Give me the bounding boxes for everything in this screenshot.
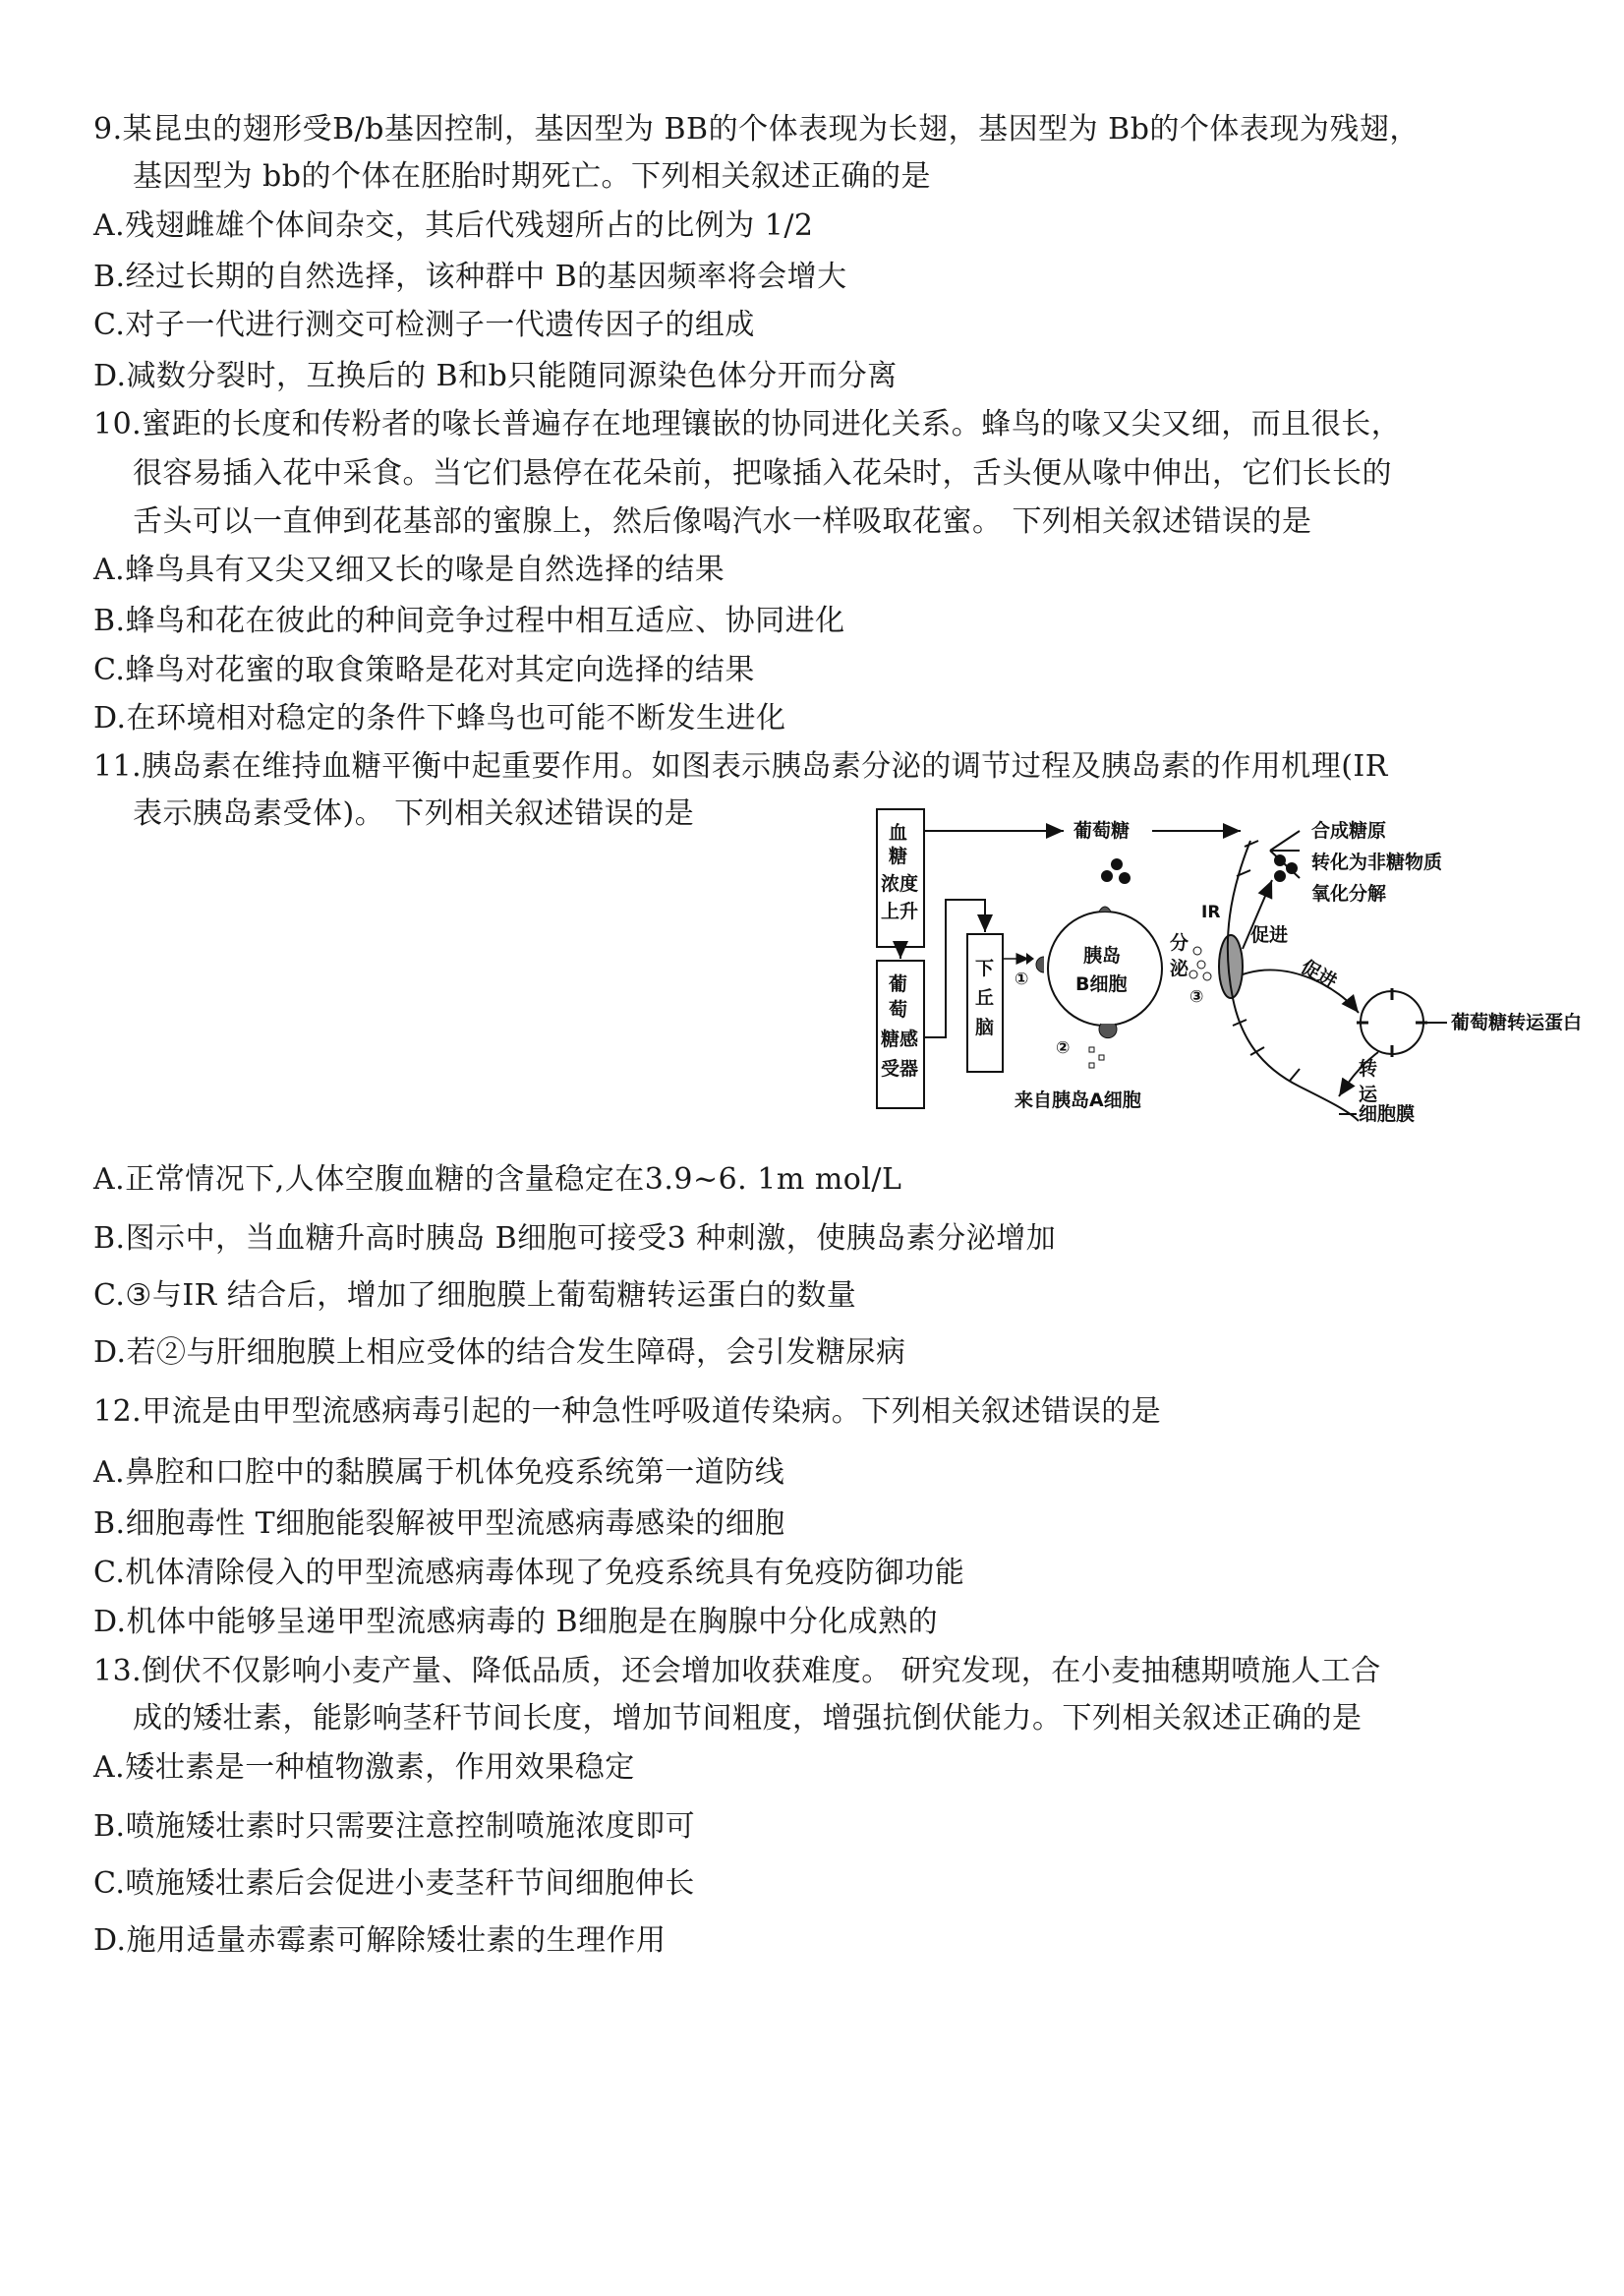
q11-option-c: C.③与IR 结合后，增加了细胞膜上葡萄糖转运蛋白的数量 [93, 1278, 857, 1313]
blood-sugar-label-4: 上升 [881, 901, 919, 922]
q9-option-d: D.减数分裂时，互换后的 B和b只能随同源染色体分开而分离 [93, 359, 898, 393]
ir-label: IR [1201, 903, 1221, 922]
cell-label-2: B细胞 [1075, 973, 1128, 995]
promote-label-2: 促进 [1297, 956, 1341, 994]
q10-option-d: D.在环境相对稳定的条件下蜂鸟也可能不断发生进化 [93, 701, 786, 736]
q9-option-a: A.残翅雌雄个体间杂交，其后代残翅所占的比例为 1/2 [93, 208, 814, 243]
q9-stem-line-2: 基因型为 bb的个体在胚胎时期死亡。下列相关叙述正确的是 [133, 159, 931, 194]
q10-stem-line-2: 很容易插入花中采食。当它们悬停在花朵前，把喙插入花朵时，舌头便从喙中伸出，它们长长的 [133, 456, 1392, 491]
marker-circle-2: ② [1056, 1038, 1071, 1058]
receptor-label-2: 萄 [889, 999, 908, 1021]
receptor-label-4: 受器 [881, 1058, 919, 1080]
blood-sugar-label-2: 糖 [889, 846, 908, 867]
q11-option-a: A.正常情况下,人体空腹血糖的含量稳定在3.9~6. 1m mol/L [93, 1162, 902, 1197]
hypothalamus-label-2: 丘 [975, 987, 995, 1009]
receptor-label-1: 葡 [889, 973, 908, 995]
secrete-label-2: 泌 [1170, 958, 1189, 979]
cell-label-1: 胰岛 [1083, 945, 1122, 967]
q13-stem-line-2: 成的矮壮素，能影响茎秆节间长度，增加节间粗度，增强抗倒伏能力。下列相关叙述正确的是 [133, 1701, 1363, 1736]
transporter-label: 葡萄糖转运蛋白 [1451, 1012, 1583, 1033]
promote-label-1: 促进 [1250, 924, 1289, 946]
hypothalamus-label-1: 下 [975, 958, 995, 979]
membrane-label: 细胞膜 [1359, 1103, 1416, 1125]
insulin-regulation-figure [867, 801, 1583, 1125]
marker-circle-3: ③ [1189, 987, 1204, 1007]
secrete-label-1: 分 [1170, 932, 1189, 954]
outcome-glycogen: 合成糖原 [1311, 820, 1387, 842]
outcome-oxidation: 氧化分解 [1311, 883, 1387, 905]
q13-option-d: D.施用适量赤霉素可解除矮壮素的生理作用 [93, 1923, 667, 1958]
from-islet-a-label: 来自胰岛A细胞 [1015, 1089, 1141, 1111]
q13-stem-line-1: 13.倒伏不仅影响小麦产量、降低品质，还会增加收获难度。 研究发现，在小麦抽穗期喷施人工合 [93, 1654, 1381, 1688]
q10-option-b: B.蜂鸟和花在彼此的种间竞争过程中相互适应、协同进化 [93, 604, 845, 638]
q9-option-b: B.经过长期的自然选择，该种群中 B的基因频率将会增大 [93, 260, 847, 294]
q12-stem: 12.甲流是由甲型流感病毒引起的一种急性呼吸道传染病。下列相关叙述错误的是 [93, 1394, 1162, 1429]
q13-option-b: B.喷施矮壮素时只需要注意控制喷施浓度即可 [93, 1809, 696, 1844]
q10-stem-line-3: 舌头可以一直伸到花基部的蜜腺上，然后像喝汽水一样吸取花蜜。 下列相关叙述错误的是 [133, 504, 1312, 539]
q10-option-a: A.蜂鸟具有又尖又细又长的喙是自然选择的结果 [93, 553, 725, 587]
outcome-non-sugar: 转化为非糖物质 [1311, 852, 1443, 873]
transport-label-2: 运 [1359, 1084, 1378, 1105]
q13-option-c: C.喷施矮壮素后会促进小麦茎秆节间细胞伸长 [93, 1866, 695, 1901]
q12-option-b: B.细胞毒性 T细胞能裂解被甲型流感病毒感染的细胞 [93, 1506, 785, 1541]
q10-option-c: C.蜂鸟对花蜜的取食策略是花对其定向选择的结果 [93, 653, 755, 687]
q12-option-a: A.鼻腔和口腔中的黏膜属于机体免疫系统第一道防线 [93, 1455, 785, 1490]
q13-option-a: A.矮壮素是一种植物激素，作用效果稳定 [93, 1750, 635, 1785]
hypothalamus-label-3: 脑 [975, 1017, 995, 1038]
transporter-vesicle [1361, 991, 1423, 1054]
receptor-label-3: 糖感 [881, 1029, 919, 1050]
q12-option-d: D.机体中能够呈递甲型流感病毒的 B细胞是在胸腺中分化成熟的 [93, 1605, 939, 1639]
blood-sugar-label-1: 血 [889, 822, 908, 844]
q11-stem-line-1: 11.胰岛素在维持血糖平衡中起重要作用。如图表示胰岛素分泌的调节过程及胰岛素的作用机理(IR [93, 749, 1388, 784]
islet-b-cell [1048, 912, 1162, 1026]
q11-option-d: D.若②与肝细胞膜上相应受体的结合发生障碍，会引发糖尿病 [93, 1335, 906, 1370]
marker-circle-1: ① [1015, 970, 1029, 989]
q12-option-c: C.机体清除侵入的甲型流感病毒体现了免疫系统具有免疫防御功能 [93, 1556, 965, 1590]
glucose-label: 葡萄糖 [1073, 820, 1131, 842]
blood-sugar-label-3: 浓度 [881, 873, 919, 895]
q11-stem-line-2: 表示胰岛素受体)。 下列相关叙述错误的是 [133, 796, 695, 831]
q10-stem-line-1: 10.蜜距的长度和传粉者的喙长普遍存在地理镶嵌的协同进化关系。蜂鸟的喙又尖又细，而且很长， [93, 407, 1402, 442]
q11-option-b: B.图示中，当血糖升高时胰岛 B细胞可接受3 种刺激，使胰岛素分泌增加 [93, 1221, 1057, 1256]
q9-stem-line-1: 9.某昆虫的翅形受B/b基因控制，基因型为 BB的个体表现为长翅，基因型为 Bb的个体表现为残翅， [93, 112, 1420, 147]
transport-label-1: 转 [1359, 1058, 1378, 1080]
q9-option-c: C.对子一代进行测交可检测子一代遗传因子的组成 [93, 308, 755, 342]
